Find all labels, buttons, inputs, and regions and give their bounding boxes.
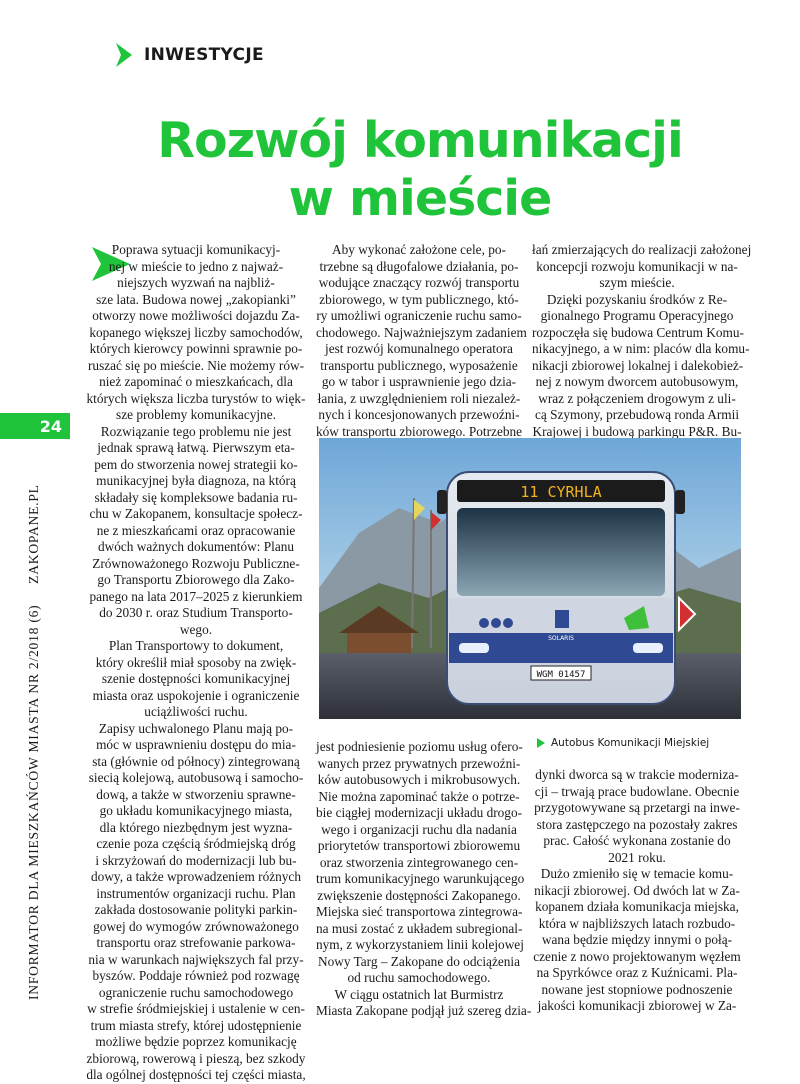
text-line: których kierowcy powinni sprawnie po- (89, 341, 303, 356)
text-line: go w tabor i usprawnienie jego dzia- (321, 374, 517, 389)
text-line: dla którego niezbędnym jest wyzna- (99, 819, 293, 835)
section-label: INWESTYCJE (144, 45, 264, 65)
text-line: nia w warunkach największych fal przy- (88, 951, 304, 967)
text-line: nikacyjnego, a w nim: placów dla komu- (532, 341, 750, 356)
license-plate: WGM 01457 (536, 670, 586, 680)
text-line: miasta oraz uspokojenie i ograniczenie (92, 687, 300, 703)
text-line: Zapisy uchwalonego Planu mają po- (98, 720, 294, 736)
text-line: transportu publicznego, wyposażenie (320, 357, 518, 373)
text-line: siecią kolejową, autobusową i samocho- (88, 770, 304, 785)
text-line: nikacji zbiorowej. Od dwóch lat w Za- (534, 882, 740, 898)
text-line: pem do stworzenia nowej strategii ko- (94, 456, 298, 472)
text-line: jednak sprawą łatwą. Pierwszym eta- (97, 440, 295, 455)
text-line: zwiększenie dostępności Zakopanego. (317, 887, 521, 903)
text-line: wego. (179, 621, 213, 637)
text-line: munikacyjnej była diagnoza, na którą (96, 473, 296, 488)
text-line: jakości komunikacji zbiorowej w Za- (537, 998, 737, 1013)
text-line: i skrzyżowań do modernizacji lub bu- (95, 852, 297, 868)
text-line: priorytetów transportowi zbiorowemu (317, 838, 521, 853)
text-line: wana będzie między innymi o połą- (541, 932, 733, 947)
text-line: Miasta Zakopane podjął już szereg dzia- (316, 1003, 532, 1018)
text-line: niejszych wyzwań na najbliż- (117, 275, 275, 290)
text-line: kopanego większej liczby samochodów, (89, 324, 303, 340)
text-line: do 2030 r. oraz Studium Transporto- (99, 605, 293, 620)
text-line: instrumentów organizacji ruchu. Plan (96, 885, 296, 901)
text-line: W ciągu ostatnich lat Burmistrz (334, 986, 504, 1002)
text-line: nież zapominać o mieszkańcach, dla (99, 374, 293, 389)
text-line: ne z mieszkańcami oraz opracowanie (96, 522, 296, 538)
text-line: zbiorowego, w tym publicznego, któ- (319, 291, 519, 307)
article-title-line-1: Rozwój komunikacji (157, 112, 683, 169)
text-line: która w najbliższych latach rozbudo- (538, 915, 736, 931)
text-line: Dużo zmieniło się w temacie komu- (540, 866, 734, 881)
text-line: sze problemy komunikacyjne. (116, 407, 276, 422)
text-line: ruszać się po mieście. Nie możemy rów- (88, 357, 304, 373)
text-line: sta (głównie od północy) zintegrowaną (92, 753, 300, 769)
text-line: nej z nowym dworcem autobusowym, (535, 374, 739, 389)
text-line: który określił miał sposoby na zwięk- (95, 654, 297, 670)
bus-photo (319, 438, 741, 719)
text-line: Plan Transportowy to dokument, (108, 638, 284, 653)
text-line: Krajowej i budową parkingu P&R. Bu- (532, 423, 742, 439)
text-line: nym, z wykorzystaniem linii kolejowej (316, 937, 524, 952)
text-line: koncepcji rozwoju komunikacji w na- (536, 258, 738, 274)
text-line: dla ogólnej dostępności tej części miasta, (86, 1067, 306, 1082)
article-title-line-2: w mieście (288, 170, 552, 227)
text-line: zbiorową, rowerową i pieszą, bez szkody (86, 1050, 306, 1066)
text-line: wodujące znaczący rozwój transportu (318, 275, 520, 290)
text-line: czenie poza częścią śródmiejską dróg (96, 836, 296, 851)
text-line: trzebne są długofalowe działania, po- (319, 258, 519, 274)
text-line: go Transportu Zbiorowego dla Zako- (97, 572, 295, 587)
text-line: móc w usprawnieniu dostępu do mia- (96, 737, 296, 752)
text-line: cji – trwają prace budowlane. Obecnie (534, 783, 740, 799)
text-line: Dzięki pozyskaniu środków z Re- (546, 291, 728, 307)
text-line: cą Szymony, przebudową ronda Armii (534, 407, 740, 422)
caption-arrow-icon (537, 738, 545, 748)
text-line: uciążliwości ruchu. (144, 704, 248, 719)
section-header (116, 40, 264, 70)
text-line: Zrównoważonego Rozwoju Publiczne- (92, 555, 300, 571)
text-line: go układu komunikacyjnego miasta, (99, 803, 293, 818)
text-line: otworzy nowe możliwości dojazdu Za- (92, 308, 300, 323)
text-line: chu w Zakopanem, konsultacje społecz- (89, 506, 303, 521)
text-line: dową, a także w stworzeniu sprawne- (96, 786, 296, 802)
article-column-2-continued (316, 739, 532, 1020)
text-line: gionalnego Programu Operacyjnego (540, 308, 734, 323)
text-line: kopanem działa komunikacja miejska, (535, 899, 739, 914)
text-line: na Spyrkówce oraz z Kuźnicami. Pla- (536, 965, 738, 980)
text-line: dynki dworca są w trakcie moderniza- (535, 767, 739, 782)
text-line: nych i koncesjonowanych przewoźni- (318, 407, 520, 422)
text-line: byszów. Poddaje również pod rozwagę (92, 968, 300, 983)
text-line: wanych przez prywatnych przewoźni- (317, 755, 521, 771)
text-line: od ruchu samochodowego. (347, 970, 491, 985)
text-line: przygotowywane są przetargi na inwe- (534, 800, 740, 815)
text-line: ków transportu zbiorowego. Potrzebne (316, 423, 523, 439)
text-line: wego i organizacji ruchu dla nadania (321, 821, 517, 837)
text-line: gowej do wymogów zrównoważonego (93, 918, 299, 934)
text-line: oraz stworzenia zintegrowanego cen- (319, 854, 519, 870)
text-line: nowane jest stopniowe podnoszenie (541, 981, 733, 997)
text-line: w strefie śródmiejskiej i ustalenie w cen- (87, 1001, 305, 1016)
text-line: zakłada dostosowanie polityki parkin- (94, 902, 298, 917)
text-line: Rozwiązanie tego problemu nie jest (100, 423, 292, 439)
article-column-2 (316, 242, 527, 440)
article-column-3 (532, 242, 752, 440)
text-line: chodowego. Najważniejszym zadaniem (316, 324, 527, 340)
text-line: łania, z uwzględnieniem roli niezależ- (317, 390, 521, 406)
text-line: Nowy Targ – Zakopane do odciążenia (317, 953, 521, 969)
text-line: łań zmierzających do realizacji założonej (532, 242, 752, 257)
text-line: składały się kompleksowe badania ru- (94, 489, 298, 505)
article-column-3-continued (532, 767, 742, 1015)
text-line: dwóch ważnych dokumentów: Planu (97, 539, 295, 554)
text-line: wraz z połączeniem drogowym z uli- (538, 390, 736, 406)
publication-info: INFORMATOR DLA MIESZKAŃCÓW MIASTA NR 2/2018 (6) ZAKOPANE.PL (26, 484, 41, 1000)
text-line: ków autobusowych i mikrobusowych. (317, 772, 521, 787)
text-line: czenie z nowo projektowanym węzłem (533, 948, 741, 964)
text-line: na musi zostać z układem subregional- (316, 920, 523, 936)
text-line: rozpoczęła się budowa Centrum Komu- (532, 324, 744, 340)
text-line: sze lata. Budowa nowej „zakopianki” (96, 291, 296, 307)
text-line: Miejska sieć transportowa zintegrowa- (316, 904, 523, 919)
text-line: możliwe będzie poprzez komunikację (95, 1034, 297, 1049)
text-line: nej w mieście to jedno z najważ- (108, 258, 284, 274)
bus-illustration (319, 438, 741, 719)
text-line: trum komunikacyjnego warunkującego (316, 871, 525, 886)
text-line: stora zastępczego na pozostały zakres (536, 816, 738, 832)
text-line: prac. Całość wykonana zostanie do (543, 833, 731, 848)
text-line: Aby wykonać założone cele, po- (332, 242, 506, 257)
text-line: których większa liczba turystów to więk- (86, 390, 306, 406)
text-line: trum miasta strefy, której udostępnienie (90, 1017, 302, 1033)
text-line: ry umożliwi ograniczenie ruchu samo- (316, 308, 522, 323)
chevron-right-icon (116, 43, 132, 67)
text-line: szym mieście. (599, 275, 675, 290)
text-line: jest podniesienie poziomu usług ofero- (316, 739, 523, 754)
page-number: 24 (0, 413, 70, 439)
photo-caption (537, 737, 709, 749)
text-line: nikacji zbiorowej lokalnej i dalekobież- (532, 357, 744, 373)
article-column-1 (86, 242, 306, 1084)
text-line: Poprawa sytuacji komunikacyj- (111, 242, 281, 257)
text-line: Nie można zapominać także o potrze- (318, 788, 520, 804)
text-line: szenie dostępności komunikacyjnej (101, 671, 291, 686)
text-line: panego na lata 2017–2025 z kierunkiem (89, 588, 303, 604)
text-line: dowy, a także wprowadzeniem różnych (91, 869, 301, 884)
caption-text: Autobus Komunikacji Miejskiej (551, 737, 710, 749)
destination-sign: 11 CYRHLA (520, 483, 602, 501)
text-line: ograniczenie ruchu samochodowego (98, 984, 294, 1000)
text-line: jest rozwój komunalnego operatora (325, 341, 513, 356)
text-line: transportu oraz strefowanie parkowa- (96, 935, 296, 950)
text-line: bie ciągłej modernizacji układu drogo- (316, 805, 523, 820)
text-line: 2021 roku. (608, 849, 666, 865)
bus-brand: SOLARIS (548, 635, 574, 642)
